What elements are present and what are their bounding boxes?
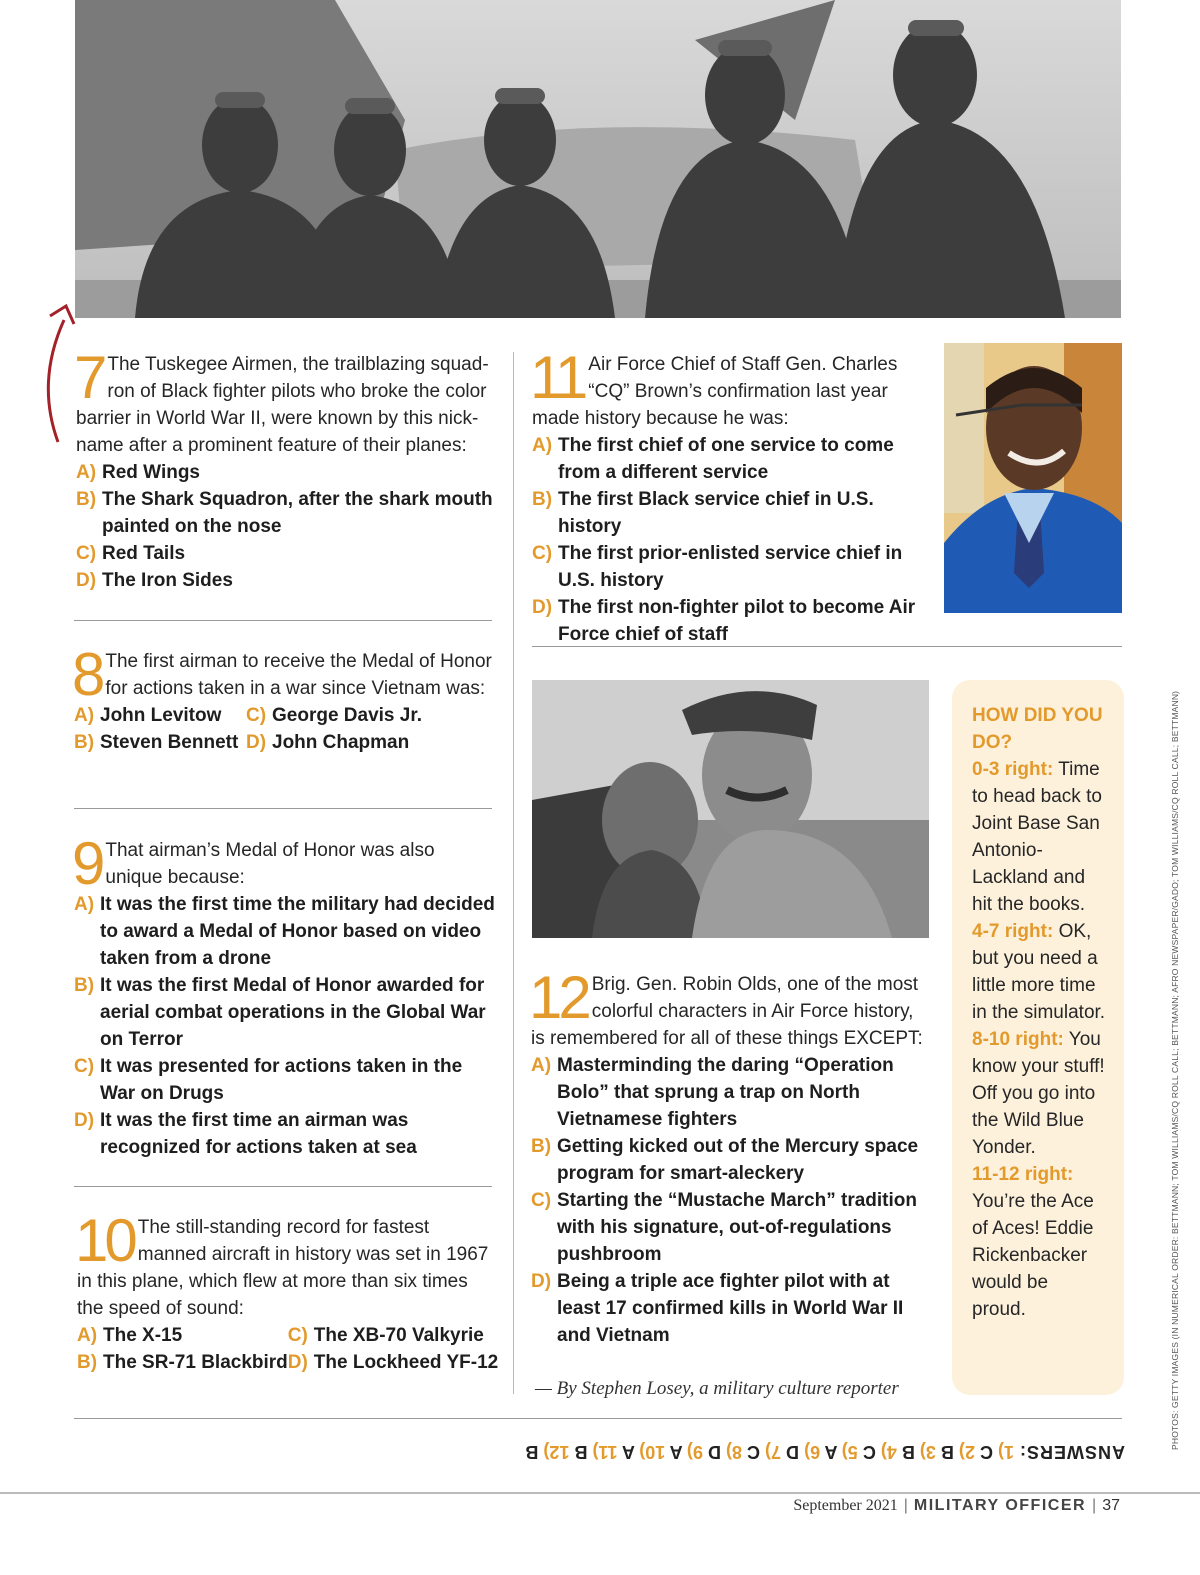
photo-credit: PHOTOS: GETTY IMAGES (IN NUMERICAL ORDER: BETTMANN; TOM WILLIAMS/CQ ROLL CALL; BETTMANN; AFRO NEWSPAPER/GADO; TOM WILLIAMS/CQ ROLL CALL; BETTMANN) [1170, 690, 1180, 1450]
score-box-heading: HOW DID YOU DO? [972, 705, 1103, 753]
score-range: 11-12 right: You’re the Ace of Aces! Eddie Rickenbacker would be proud. [972, 1164, 1094, 1320]
answer-option: A) Masterminding the daring “Operation Bolo” that sprung a trap on North Vietnamese fighters [531, 1055, 894, 1130]
question-10 [75, 1207, 499, 1376]
answer-option: C) The XB-70 Valkyrie [287, 1325, 484, 1346]
divider [74, 1186, 492, 1187]
answer-option: B) Getting kicked out of the Mercury space program for smart-aleckery [531, 1136, 919, 1184]
question-stem: 11 Air Force Chief of Staff Gen. Charles “CQ” Brown’s confirmation last year made history because he was: [530, 344, 898, 429]
question-7 [74, 344, 496, 594]
question-12 [529, 964, 927, 1349]
divider [74, 620, 492, 621]
answer-key: ANSWERS: 1) C 2) B 3) B 4) C 5) A 6) D 7) C 8) D 9) A 10) A 11) B 12) B [525, 1442, 1125, 1462]
answer-option: A) The X-15 [77, 1325, 183, 1346]
score-range: 4-7 right: OK, but you need a little more time in the simulator. [972, 921, 1106, 1023]
answer-option: D) The Iron Sides [76, 570, 233, 591]
answer-option: A) Red Wings [76, 462, 200, 483]
footer-rule [0, 1492, 1200, 1494]
question-number: 11 [530, 344, 585, 411]
question-number: 9 [72, 830, 102, 897]
question-stem: 8 The first airman to receive the Medal of Honor for actions taken in a war since Vietnam was: [72, 641, 492, 708]
score-range: 8-10 right: You know your stuff! Off you go into the Wild Blue Yonder. [972, 1029, 1105, 1158]
page-footer: September 2021 | MILITARY OFFICER | 37 [793, 1497, 1120, 1514]
divider [74, 808, 492, 809]
answer-option: B) The first Black service chief in U.S. history [532, 489, 874, 537]
answer-option: C) George Davis Jr. [246, 705, 422, 726]
question-number: 8 [72, 641, 102, 708]
answer-option: C) Starting the “Mustache March” tradition with his signature, out-of-regulations pushbroom [531, 1190, 917, 1265]
question-8 [72, 641, 494, 756]
question-number: 12 [529, 964, 588, 1031]
question-11 [530, 344, 928, 648]
answer-option: C) Red Tails [76, 543, 186, 564]
score-range: 0-3 right: Time to head back to Joint Base San Antonio-Lackland and hit the books. [972, 759, 1102, 915]
answer-option: B) Steven Bennett [74, 732, 239, 753]
page-number: 37 [1102, 1497, 1120, 1514]
answer-option: D) The first non-fighter pilot to become Air Force chief of staff [532, 597, 916, 645]
byline: — By Stephen Losey, a military culture reporter [535, 1378, 899, 1399]
answer-option: B) The Shark Squadron, after the shark mouth painted on the nose [76, 489, 493, 537]
answer-option: D) The Lockheed YF-12 [287, 1352, 499, 1373]
question-number: 10 [75, 1207, 134, 1274]
robin-olds-photo [532, 680, 929, 938]
score-box [952, 680, 1124, 1395]
answer-option: B) The SR-71 Blackbird [77, 1352, 288, 1373]
divider [74, 1418, 1122, 1419]
question-stem: 10 The still-standing record for fastest manned aircraft in history was set in 1967 in this plane, which flew at more than six times the speed of sound: [75, 1207, 489, 1319]
question-stem: 9 That airman’s Medal of Honor was also unique because: [72, 830, 435, 897]
answer-option: A) It was the first time the military had decided to award a Medal of Honor based on video taken from a drone [74, 894, 495, 969]
answer-option: D) John Chapman [246, 732, 410, 753]
magazine-name: MILITARY OFFICER [913, 1497, 1087, 1514]
answer-option: C) The first prior-enlisted service chief in U.S. history [532, 543, 903, 591]
answer-option: D) It was the first time an airman was recognized for actions taken at sea [74, 1110, 417, 1158]
divider [532, 646, 1122, 647]
question-9 [72, 830, 496, 1161]
issue-date: September 2021 [793, 1497, 898, 1514]
question-stem: 7 The Tuskegee Airmen, the trailblazing squad-ron of Black fighter pilots who broke the color barrier in World War II, were known by this nick-name after a prominent feature of their planes: [74, 344, 489, 456]
column-divider [513, 352, 514, 1394]
answer-option: B) It was the first Medal of Honor awarded for aerial combat operations in the Global War on Terror [74, 975, 486, 1050]
answer-option: A) The first chief of one service to come from a different service [532, 435, 894, 483]
tuskegee-airmen-photo [75, 0, 1121, 318]
answer-option: C) It was presented for actions taken in the War on Drugs [74, 1056, 463, 1104]
cq-brown-photo [944, 343, 1122, 613]
question-stem: 12 Brig. Gen. Robin Olds, one of the most colorful characters in Air Force history, is remembered for all of these things EXCEPT: [529, 964, 923, 1049]
answer-option: D) Being a triple ace fighter pilot with at least 17 confirmed kills in World War II and Vietnam [531, 1271, 904, 1346]
answer-option: A) John Levitow [74, 705, 222, 726]
question-number: 7 [74, 344, 104, 411]
